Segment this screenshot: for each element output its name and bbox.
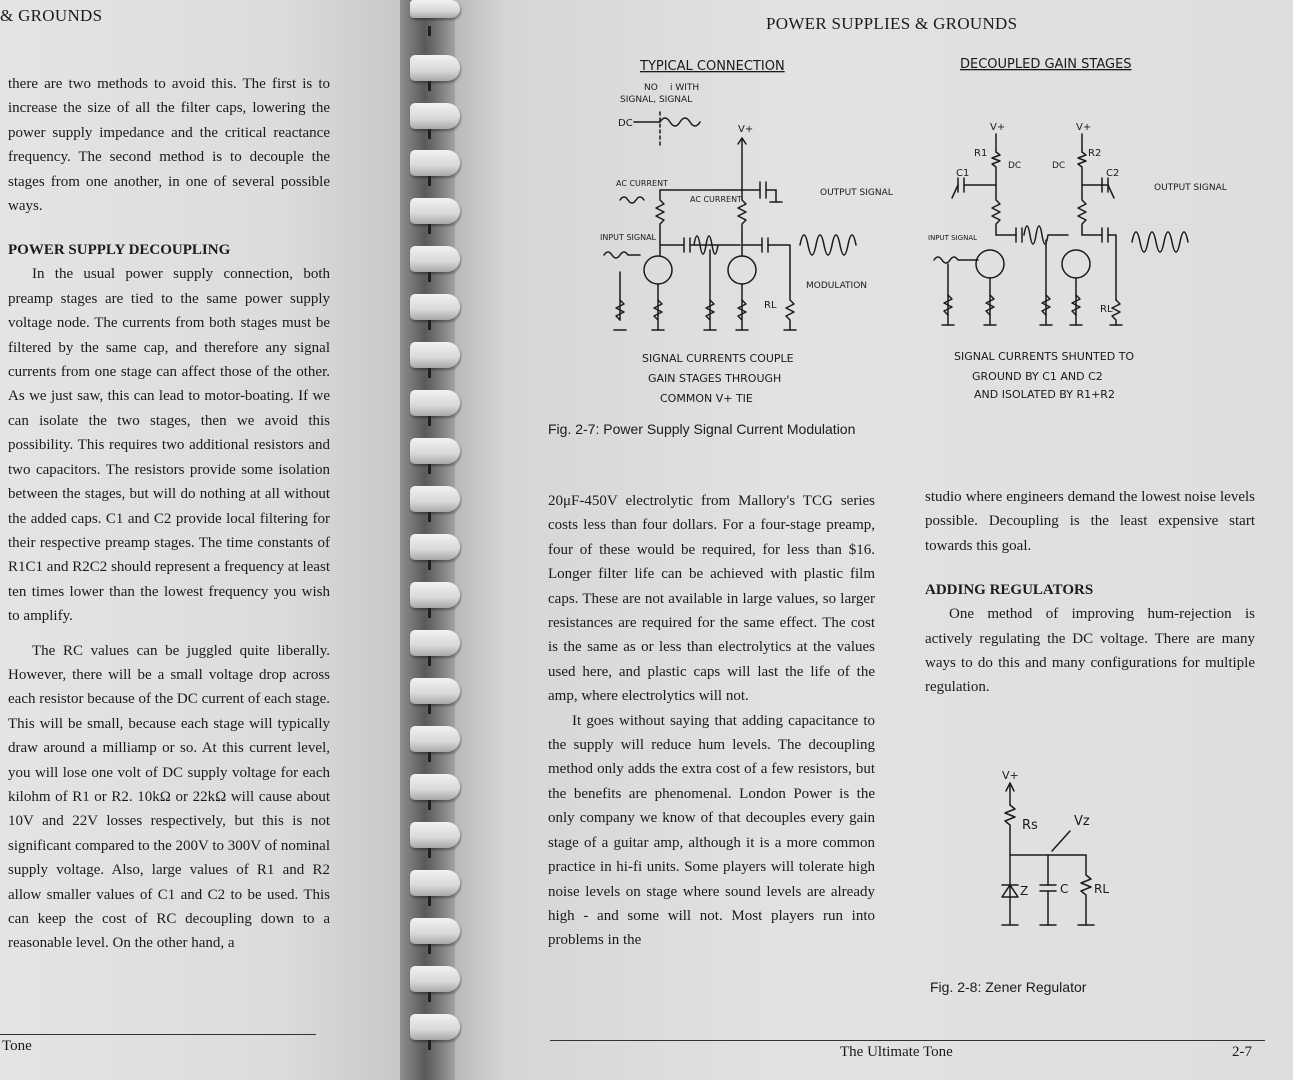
sketch-label: V+ xyxy=(990,122,1006,133)
binding-coil-icon xyxy=(410,294,460,320)
section-heading-decoupling: POWER SUPPLY DECOUPLING xyxy=(8,242,231,259)
binding-coil-icon xyxy=(410,198,460,224)
sketch-label: Rs xyxy=(1022,818,1038,833)
sketch-label: DC xyxy=(618,118,633,129)
fig-2-7-caption: Fig. 2-7: Power Supply Signal Current Modulation xyxy=(548,421,856,437)
binding-coil-icon xyxy=(410,870,460,896)
sketch-title: DECOUPLED GAIN STAGES xyxy=(960,57,1132,72)
sketch-title: TYPICAL CONNECTION xyxy=(640,59,785,74)
sketch-label: R1 xyxy=(974,148,988,159)
sketch-label: INPUT SIGNAL xyxy=(928,234,978,242)
sketch-label: AC CURRENT xyxy=(616,179,668,188)
right-footer-rule xyxy=(550,1040,1265,1041)
sketch-label: RL xyxy=(1100,304,1113,315)
sketch-label: i WITH xyxy=(670,83,700,93)
sketch-label: C xyxy=(1060,882,1069,896)
binding-coil-icon xyxy=(410,966,460,992)
sketch-note: AND ISOLATED BY R1+R2 xyxy=(974,388,1115,401)
binding-coil-icon xyxy=(410,486,460,512)
binding-coil-icon xyxy=(410,1014,460,1040)
sketch-label: AC CURRENT xyxy=(690,195,742,204)
binding-coil-icon xyxy=(410,103,460,129)
sketch-note: GROUND BY C1 AND C2 xyxy=(972,370,1103,383)
left-running-head: & GROUNDS xyxy=(0,6,103,25)
sketch-label: V+ xyxy=(1002,769,1019,782)
left-column xyxy=(8,72,330,956)
fig-2-7-decoupled-gain-stages xyxy=(928,50,1227,410)
left-footer: Tone xyxy=(2,1038,32,1054)
binding-coil-icon xyxy=(410,582,460,608)
fig-2-7-typical-connection xyxy=(600,50,893,410)
binding-coil-icon xyxy=(410,390,460,416)
sketch-label: OUTPUT SIGNAL xyxy=(1154,183,1227,193)
sketch-note: SIGNAL CURRENTS SHUNTED TO xyxy=(954,350,1135,363)
sketch-label: INPUT SIGNAL xyxy=(600,233,657,242)
sketch-label: DC xyxy=(1008,161,1022,171)
sketch-label: R2 xyxy=(1088,148,1102,159)
right-paragraph: One method of improving hum-rejection is actively regulating the DC voltage. There are many ways to do this and many configurations for multiple regulation. xyxy=(925,606,1255,696)
sketch-label: MODULATION xyxy=(806,281,868,291)
left-paragraph-intro: there are two methods to avoid this. The first is to increase the size of all the filter caps, lowering the power supply impedance and the critical reactance frequency. The second method is to decouple the stages from one another, in one of several possible ways. xyxy=(8,76,330,215)
sketch-label: C2 xyxy=(1106,168,1120,179)
sketch-note: SIGNAL CURRENTS COUPLE xyxy=(642,352,794,365)
left-paragraph: In the usual power supply connection, both preamp stages are tied to the same power supply voltage node. The currents from both stages must be filtered by the same cap, and therefore any signal currents from one stage can affect those of the other. As we just saw, this can lead to motor-boating. If we can isolate the two stages, then we avoid this possibility. This requires two additional resistors and two capacitors. The resistors provide some isolation between the stages, but will do nothing at all without the added caps. C1 and C2 provide local filtering for their respective preamp stages. The time constants of R1C1 and R2C2 should represent a frequency at least ten times lower than the lowest frequency you wish to amplify. xyxy=(8,266,330,625)
right-paragraph: It goes without saying that adding capacitance to the supply will reduce hum levels. The decoupling method only adds the extra cost of a few resistors, but the benefits are phenomenal. London Power is the only company we know of that decouples every gain stage of a guitar amp, although it is a more common practice in hi-fi units. Some players will tolerate high noise levels on stage where sound levels are already high - and some will not. Most players run into problems in the xyxy=(548,712,875,949)
sketch-label: V+ xyxy=(738,124,754,135)
sketch-label: RL xyxy=(1094,882,1110,896)
right-footer-title: The Ultimate Tone xyxy=(840,1044,953,1060)
sketch-label: V+ xyxy=(1076,122,1092,133)
sketch-label: Vz xyxy=(1074,814,1090,829)
section-heading-regulators: ADDING REGULATORS xyxy=(925,582,1094,599)
binding-coil-icon xyxy=(410,822,460,848)
sketch-label: RL xyxy=(764,300,777,311)
sketch-label: C1 xyxy=(956,168,970,179)
right-column-2 xyxy=(925,485,1255,700)
binding-coil-icon xyxy=(410,150,460,176)
binding-coil-icon xyxy=(410,0,460,18)
left-paragraph: The RC values can be juggled quite liberally. However, there will be a small voltage drop across each resistor because of the DC current of each stage. This will be small, because each stage will typically draw around a milliamp or so. At this current level, you will lose one volt of DC supply voltage for each kilohm of R1 or R2. 10kΩ or 22kΩ will cause about 10V and 22V losses respectively, but this is not significant compared to the 200V to 300V of nominal supply voltage. Also, large values of R1 and R2 allow smaller values of C1 and C2 to be used. This can keep the cost of RC decoupling down to a reasonable level. On the other hand, a xyxy=(8,642,330,952)
sketch-label: DC xyxy=(1052,161,1066,171)
left-footer-rule xyxy=(0,1034,316,1035)
right-column-1 xyxy=(548,489,875,953)
right-running-head: POWER SUPPLIES & GROUNDS xyxy=(766,14,1018,33)
fig-2-8-zener-regulator xyxy=(990,765,1130,945)
sketch-label: Z xyxy=(1020,884,1029,898)
binding-coil-icon xyxy=(410,678,460,704)
binding-coil-icon xyxy=(410,774,460,800)
binding-coil-icon xyxy=(410,438,460,464)
sketch-note: GAIN STAGES THROUGH xyxy=(648,372,782,385)
right-paragraph: 20μF-450V electrolytic from Mallory's TCG series costs less than four dollars. For a four-stage preamp, four of these would be required, for less than $16. Longer filter life can be achieved with plastic film caps. These are not available in large values, so larger resistances are required for the same effect. The cost is the same as or less than electrolytics at the values used here, and plastic caps will last the life of the amp, where electrolytics will not. xyxy=(548,493,875,705)
binding-coil-icon xyxy=(410,246,460,272)
right-paragraph-continued: studio where engineers demand the lowest noise levels possible. Decoupling is the least expensive start towards this goal. xyxy=(925,489,1255,554)
sketch-note: COMMON V+ TIE xyxy=(660,392,753,405)
binding-coil-icon xyxy=(410,918,460,944)
sketch-label: OUTPUT SIGNAL xyxy=(820,188,893,198)
sketch-label: SIGNAL, SIGNAL xyxy=(620,95,693,105)
page-number: 2-7 xyxy=(1232,1044,1252,1060)
binding-coil-icon xyxy=(410,630,460,656)
sketch-label: NO xyxy=(644,83,658,93)
binding-coil-icon xyxy=(410,55,460,81)
binding-coil-icon xyxy=(410,726,460,752)
binding-coil-icon xyxy=(410,342,460,368)
fig-2-8-caption: Fig. 2-8: Zener Regulator xyxy=(930,979,1087,995)
binding-coil-icon xyxy=(410,534,460,560)
